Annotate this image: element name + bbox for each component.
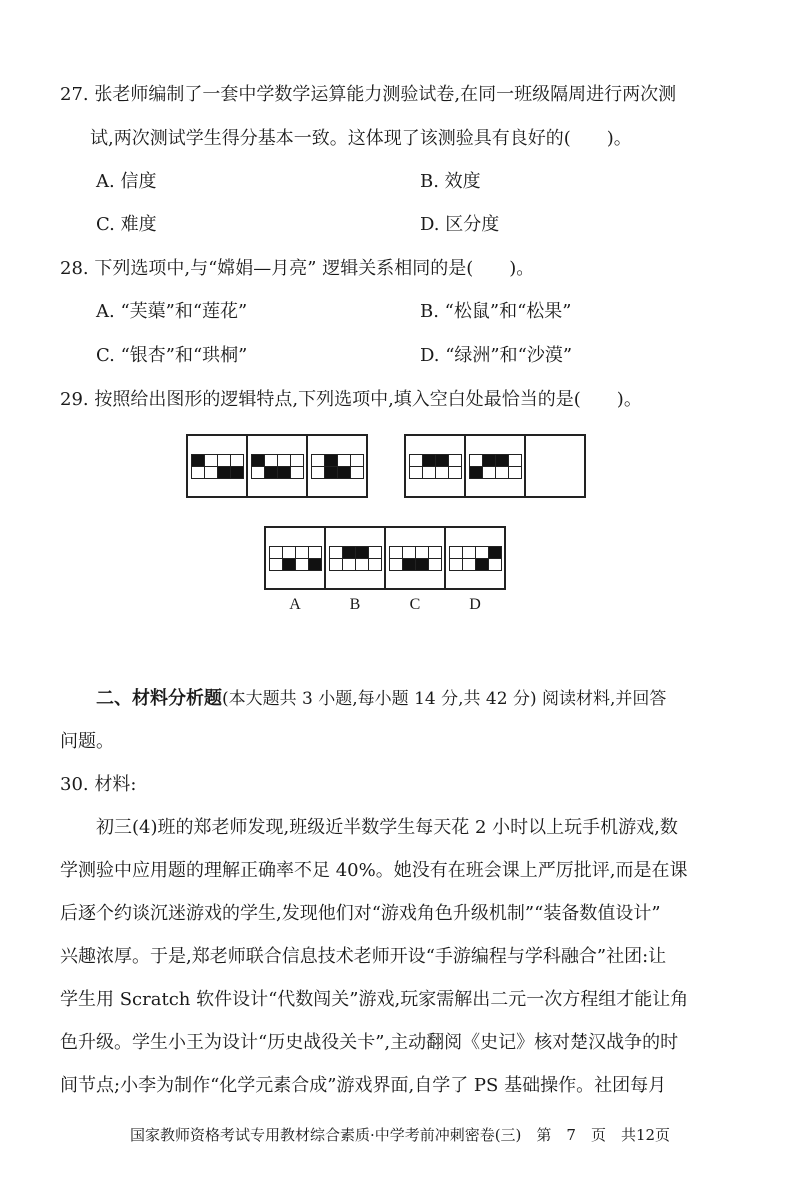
empty-cell <box>509 455 522 467</box>
q30-material-line: 学测验中应用题的理解正确率不足 40%。她没有在班会课上严厉批评,而是在课 <box>60 860 688 881</box>
q28-stem: 28. 下列选项中,与“嫦娟—月亮” 逻辑关系相同的是( )。 <box>60 258 535 279</box>
q29-label-a: A <box>289 596 301 613</box>
empty-cell <box>476 547 489 559</box>
q30-material-line: 间节点;小李为制作“化学元素合成”游戏界面,自学了 PS 基础操作。社团每月 <box>60 1075 667 1096</box>
answer-figure-box <box>384 526 446 590</box>
filled-cell <box>325 467 338 479</box>
empty-cell <box>483 467 496 479</box>
grid-pattern <box>251 454 304 479</box>
filled-cell <box>416 559 429 571</box>
empty-cell <box>343 559 356 571</box>
empty-cell <box>291 467 304 479</box>
empty-cell <box>470 455 483 467</box>
empty-cell <box>416 547 429 559</box>
empty-cell <box>270 559 283 571</box>
filled-cell <box>470 467 483 479</box>
figure-box <box>186 434 248 498</box>
empty-cell <box>312 467 325 479</box>
empty-cell <box>270 547 283 559</box>
empty-cell <box>509 467 522 479</box>
filled-cell <box>496 455 509 467</box>
empty-cell <box>496 467 509 479</box>
empty-cell <box>390 547 403 559</box>
empty-cell <box>296 559 309 571</box>
q30-material-line: 色升级。学生小王为设计“历史战役关卡”,主动翻阅《史记》核对楚汉战争的时 <box>60 1032 679 1053</box>
grid-pattern <box>191 454 244 479</box>
q29-answer-figures <box>264 526 506 590</box>
q30-material-line: 后逐个约谈沉迷游戏的学生,发现他们对“游戏角色升级机制”“装备数值设计” <box>60 903 661 924</box>
q30-material-line: 学生用 Scratch 软件设计“代数闯关”游戏,玩家需解出二元一次方程组才能让角 <box>60 989 689 1010</box>
empty-cell <box>330 559 343 571</box>
empty-cell <box>429 559 442 571</box>
filled-cell <box>309 559 322 571</box>
empty-cell <box>410 467 423 479</box>
empty-cell <box>423 467 436 479</box>
figure-box <box>306 434 368 498</box>
q28-option-a: A. “芙蕖”和“莲花” <box>96 301 248 322</box>
grid-pattern <box>311 454 364 479</box>
answer-figure-box <box>264 526 326 590</box>
section2-instructions-line2: 问题。 <box>60 731 114 752</box>
empty-cell <box>338 455 351 467</box>
figure-box <box>464 434 526 498</box>
q29-figure-group-2 <box>404 434 586 498</box>
empty-cell <box>449 455 462 467</box>
empty-cell <box>283 547 296 559</box>
answer-figure-box <box>444 526 506 590</box>
filled-cell <box>265 467 278 479</box>
empty-cell <box>218 455 231 467</box>
empty-cell <box>330 547 343 559</box>
empty-cell <box>450 547 463 559</box>
empty-cell <box>309 547 322 559</box>
q27-option-c: C. 难度 <box>96 214 157 235</box>
empty-cell <box>312 455 325 467</box>
filled-cell <box>476 559 489 571</box>
empty-cell <box>463 547 476 559</box>
page-footer: 国家教师资格考试专用教材综合素质·中学考前冲刺密卷(三) 第 7 页 共12页 <box>129 1126 671 1144</box>
filled-cell <box>483 455 496 467</box>
empty-cell <box>205 455 218 467</box>
filled-cell <box>338 467 351 479</box>
filled-cell <box>325 455 338 467</box>
section2-instructions: (本大题共 3 小题,每小题 14 分,共 42 分) 阅读材料,并回答 <box>222 689 667 709</box>
answer-figure-box <box>324 526 386 590</box>
filled-cell <box>436 455 449 467</box>
grid-pattern <box>469 454 522 479</box>
empty-cell <box>356 559 369 571</box>
q29-stem: 29. 按照给出图形的逻辑特点,下列选项中,填入空白处最恰当的是( )。 <box>60 389 642 410</box>
empty-cell <box>351 467 364 479</box>
filled-cell <box>489 547 502 559</box>
empty-cell <box>296 547 309 559</box>
q30-material-line: 兴趣浓厚。于是,郑老师联合信息技术老师开设“手游编程与学科融合”社团:让 <box>60 946 667 967</box>
empty-cell <box>449 467 462 479</box>
grid-pattern <box>329 546 382 571</box>
empty-cell <box>463 559 476 571</box>
empty-cell <box>369 559 382 571</box>
filled-cell <box>252 455 265 467</box>
q30-label: 30. 材料: <box>60 774 137 795</box>
empty-cell <box>231 455 244 467</box>
q28-option-b: B. “松鼠”和“松果” <box>420 301 572 322</box>
empty-cell <box>369 547 382 559</box>
empty-cell <box>429 547 442 559</box>
grid-pattern <box>449 546 502 571</box>
filled-cell <box>356 547 369 559</box>
empty-cell <box>205 467 218 479</box>
q27-stem-line1: 27. 张老师编制了一套中学数学运算能力测验试卷,在同一班级隔周进行两次测 <box>60 84 677 105</box>
empty-cell <box>291 455 304 467</box>
filled-cell <box>278 467 291 479</box>
figure-box <box>246 434 308 498</box>
grid-pattern <box>389 546 442 571</box>
q27-option-d: D. 区分度 <box>420 214 500 235</box>
q29-label-d: D <box>469 596 481 613</box>
filled-cell <box>283 559 296 571</box>
q29-label-b: B <box>349 596 361 613</box>
blank-figure-box <box>524 434 586 498</box>
empty-cell <box>489 559 502 571</box>
empty-cell <box>351 455 364 467</box>
empty-cell <box>192 467 205 479</box>
filled-cell <box>192 455 205 467</box>
q29-figure-group-1 <box>186 434 368 498</box>
filled-cell <box>343 547 356 559</box>
empty-cell <box>403 547 416 559</box>
empty-cell <box>252 467 265 479</box>
empty-cell <box>390 559 403 571</box>
section2-header <box>96 686 666 712</box>
section2-title: 二、材料分析题 <box>96 688 222 709</box>
filled-cell <box>231 467 244 479</box>
q28-option-d: D. “绿洲”和“沙漠” <box>420 345 573 366</box>
q28-option-c: C. “银杏”和“珙桐” <box>96 345 248 366</box>
empty-cell <box>450 559 463 571</box>
q27-option-b: B. 效度 <box>420 171 481 192</box>
grid-pattern <box>409 454 462 479</box>
q29-label-c: C <box>409 596 421 613</box>
empty-cell <box>436 467 449 479</box>
filled-cell <box>423 455 436 467</box>
figure-box <box>404 434 466 498</box>
q30-material-line: 初三(4)班的郑老师发现,班级近半数学生每天花 2 小时以上玩手机游戏,数 <box>96 817 678 838</box>
empty-cell <box>278 455 291 467</box>
filled-cell <box>218 467 231 479</box>
q27-option-a: A. 信度 <box>96 171 157 192</box>
filled-cell <box>403 559 416 571</box>
empty-cell <box>410 455 423 467</box>
empty-cell <box>265 455 278 467</box>
grid-pattern <box>269 546 322 571</box>
q27-stem-line2: 试,两次测试学生得分基本一致。这体现了该测验具有良好的( )。 <box>90 128 632 149</box>
